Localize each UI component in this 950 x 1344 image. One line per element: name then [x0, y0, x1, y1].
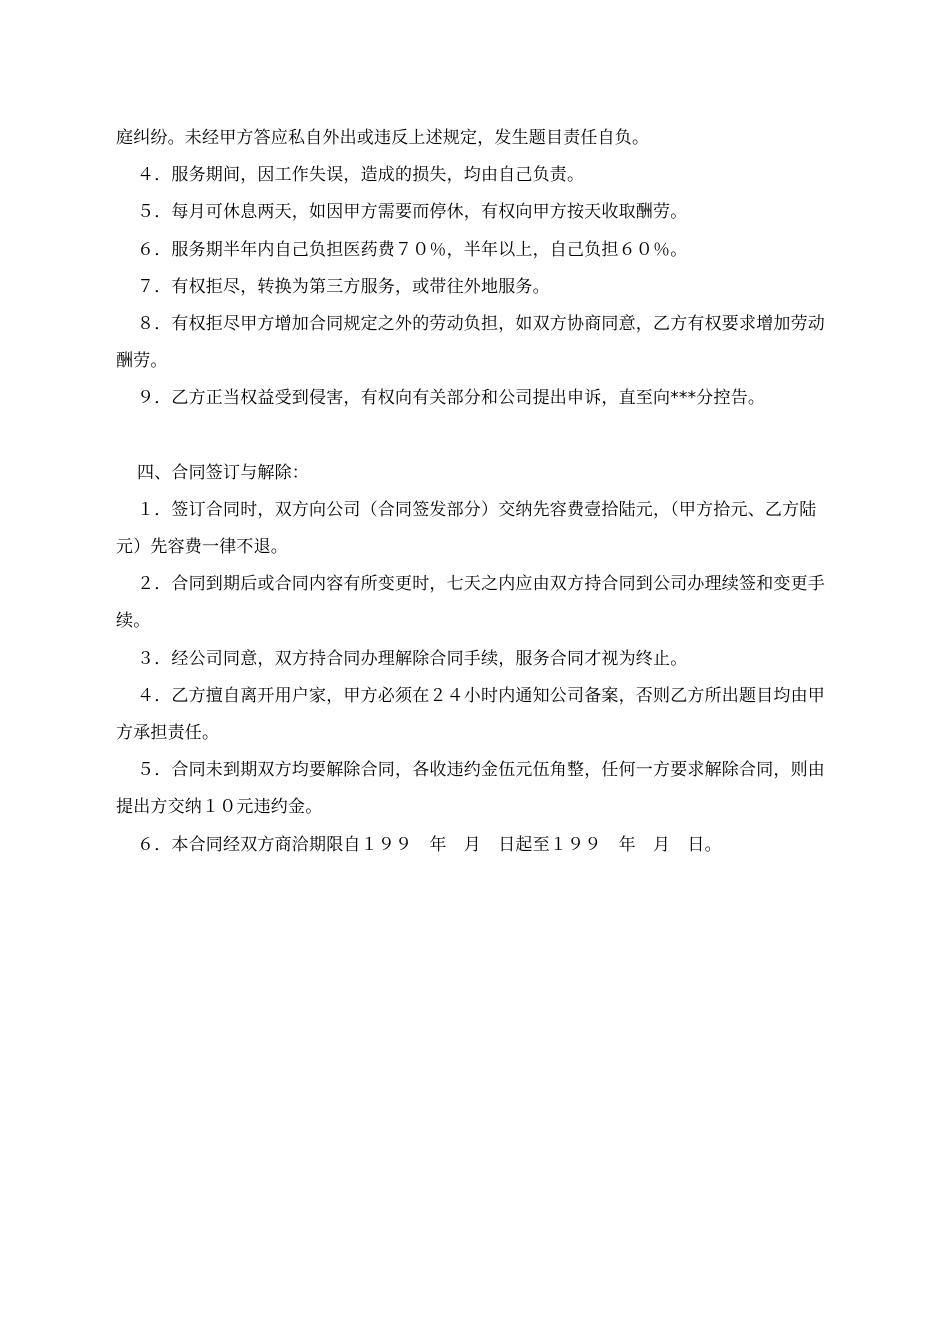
signing-item-1: １．签订合同时，双方向公司（合同签发部分）交纳先容费壹拾陆元，（甲方拾元、乙方陆元）先容费一律不退。	[116, 499, 817, 558]
rights-item-5: ５．每月可休息两天，如因甲方需要而停休，有权向甲方按天收取酬劳。	[137, 202, 688, 223]
rights-item-9: ９．乙方正当权益受到侵害，有权向有关部分和公司提出申诉，直至向***分控告。	[137, 388, 766, 409]
rights-item-6: ６．服务期半年内自己负担医药费７０％，半年以上，自己负担６０％。	[137, 239, 688, 260]
signing-item-3: ３．经公司同意，双方持合同办理解除合同手续，服务合同才视为终止。	[137, 648, 688, 669]
rights-item-7: ７．有权拒尽，转换为第三方服务，或带往外地服务。	[137, 276, 550, 297]
signing-item-2: ２．合同到期后或合同内容有所变更时，七天之内应由双方持合同到公司办理续签和变更手续。	[116, 574, 825, 632]
paragraph-continued: 庭纠纷。未经甲方答应私自外出或违反上述规定，发生题目责任自负。	[116, 128, 650, 148]
signing-item-6: ６．本合同经双方商洽期限自１９９ 年 月 日起至１９９ 年 月 日。	[137, 834, 722, 855]
rights-item-4: ４．服务期间，因工作失误，造成的损失，均由自己负责。	[137, 165, 585, 186]
section-heading-signing: 四、合同签订与解除：	[137, 462, 309, 483]
signing-item-5: ５．合同未到期双方均要解除合同，各收违约金伍元伍角整，任何一方要求解除合同，则由提出方交纳１０元违约金。	[116, 760, 825, 818]
contract-text	[116, 120, 840, 864]
section-spacer	[116, 418, 840, 455]
signing-item-4: ４．乙方擅自离开用户家，甲方必须在２４小时内通知公司备案，否则乙方所出题目均由甲方承担责任。	[116, 685, 825, 744]
rights-item-8: ８．有权拒尽甲方增加合同规定之外的劳动负担，如双方协商同意，乙方有权要求增加劳动酬劳。	[116, 314, 825, 372]
